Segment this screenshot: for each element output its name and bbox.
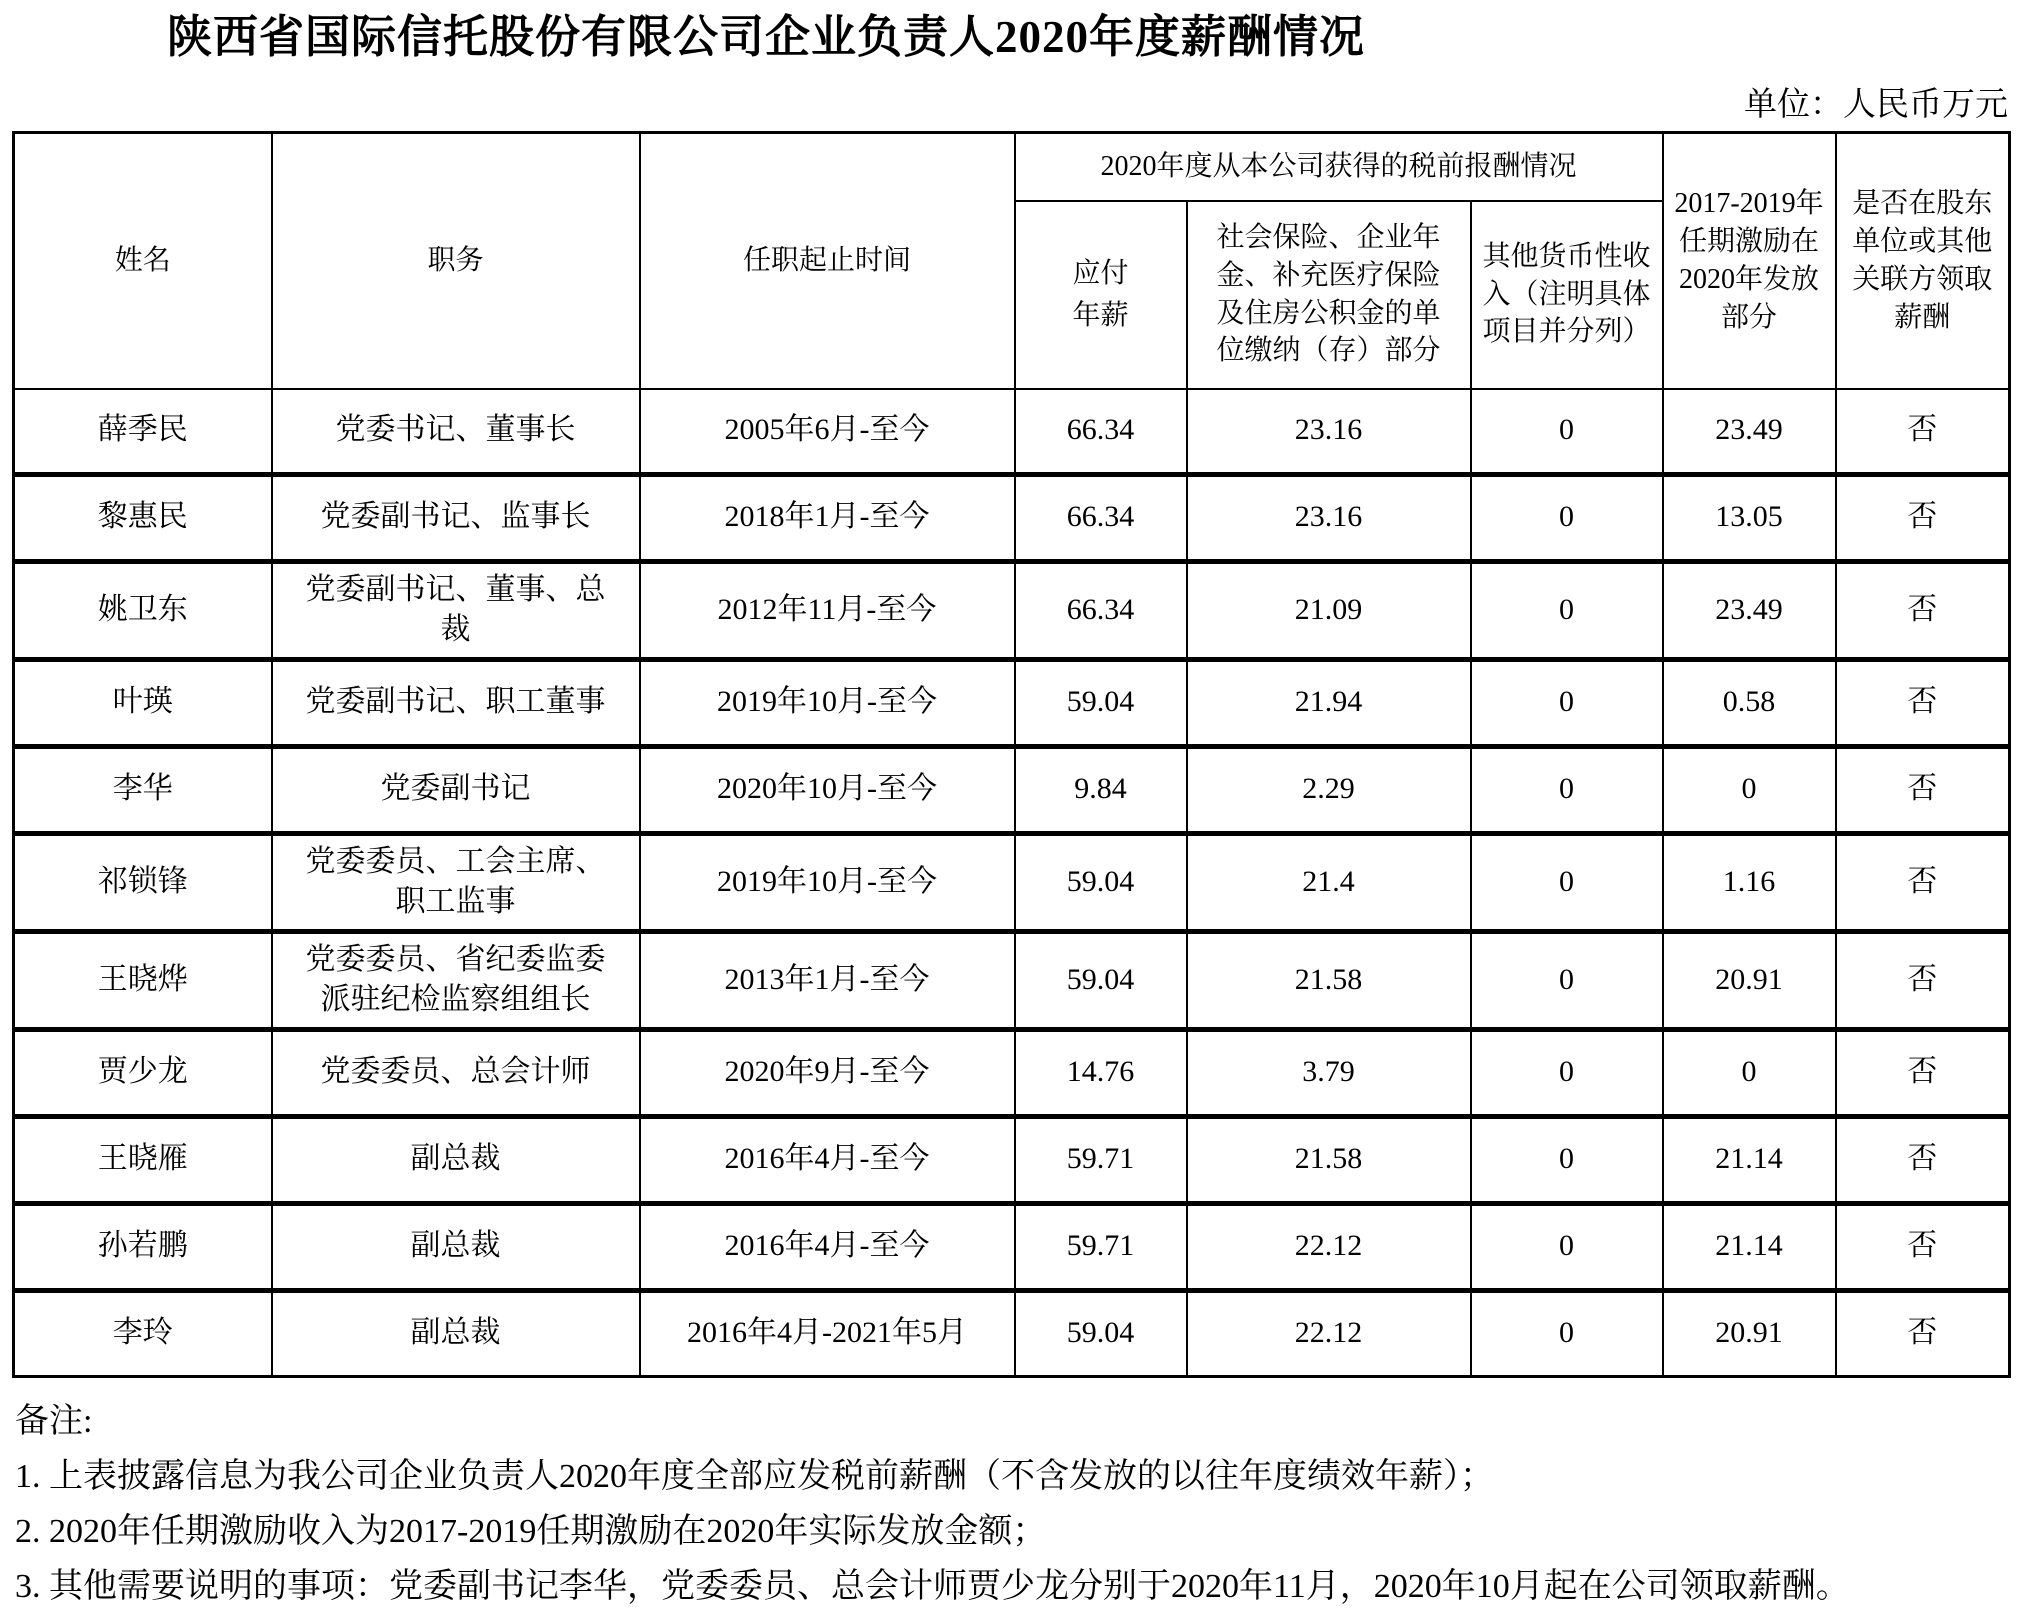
cell-term: 2012年11月-至今 bbox=[640, 561, 1015, 659]
cell-related-party: 否 bbox=[1836, 1029, 2010, 1116]
notes-section bbox=[15, 1394, 2005, 1614]
table-row bbox=[14, 1290, 2010, 1376]
cell-incentive: 23.49 bbox=[1663, 389, 1836, 475]
cell-name: 王晓烨 bbox=[14, 931, 272, 1029]
cell-position: 党委副书记、监事长 bbox=[272, 474, 640, 561]
cell-related-party: 否 bbox=[1836, 474, 2010, 561]
cell-annual-salary: 66.34 bbox=[1015, 389, 1187, 475]
cell-position: 副总裁 bbox=[272, 1203, 640, 1290]
cell-social-insurance: 3.79 bbox=[1187, 1029, 1471, 1116]
cell-annual-salary: 66.34 bbox=[1015, 561, 1187, 659]
title-area bbox=[0, 10, 1532, 64]
cell-position: 党委委员、工会主席、职工监事 bbox=[272, 833, 640, 931]
cell-social-insurance: 21.94 bbox=[1187, 659, 1471, 746]
col-header-term: 任职起止时间 bbox=[640, 133, 1015, 389]
cell-term: 2016年4月-至今 bbox=[640, 1203, 1015, 1290]
cell-name: 薛季民 bbox=[14, 389, 272, 475]
cell-social-insurance: 2.29 bbox=[1187, 746, 1471, 833]
cell-annual-salary: 59.71 bbox=[1015, 1203, 1187, 1290]
cell-social-insurance: 23.16 bbox=[1187, 389, 1471, 475]
cell-other-income: 0 bbox=[1471, 833, 1663, 931]
cell-annual-salary: 59.71 bbox=[1015, 1116, 1187, 1203]
cell-position: 党委书记、董事长 bbox=[272, 389, 640, 475]
cell-other-income: 0 bbox=[1471, 1029, 1663, 1116]
cell-name: 李华 bbox=[14, 746, 272, 833]
cell-incentive: 0 bbox=[1663, 1029, 1836, 1116]
cell-incentive: 21.14 bbox=[1663, 1116, 1836, 1203]
table-row bbox=[14, 1116, 2010, 1203]
cell-name: 贾少龙 bbox=[14, 1029, 272, 1116]
cell-social-insurance: 23.16 bbox=[1187, 474, 1471, 561]
cell-annual-salary: 59.04 bbox=[1015, 659, 1187, 746]
col-header-name: 姓名 bbox=[14, 133, 272, 389]
cell-related-party: 否 bbox=[1836, 389, 2010, 475]
cell-term: 2005年6月-至今 bbox=[640, 389, 1015, 475]
note-item-2: 2. 2020年任期激励收入为2017-2019任期激励在2020年实际发放金额； bbox=[15, 1512, 1047, 1550]
cell-name: 孙若鹏 bbox=[14, 1203, 272, 1290]
cell-term: 2013年1月-至今 bbox=[640, 931, 1015, 1029]
cell-position: 副总裁 bbox=[272, 1290, 640, 1376]
cell-related-party: 否 bbox=[1836, 1290, 2010, 1376]
cell-term: 2020年9月-至今 bbox=[640, 1029, 1015, 1116]
col-header-incentive: 2017-2019年任期激励在2020年发放部分 bbox=[1663, 133, 1836, 389]
cell-incentive: 13.05 bbox=[1663, 474, 1836, 561]
cell-position: 党委委员、总会计师 bbox=[272, 1029, 640, 1116]
cell-incentive: 0 bbox=[1663, 746, 1836, 833]
table-row bbox=[14, 1029, 2010, 1116]
cell-other-income: 0 bbox=[1471, 931, 1663, 1029]
cell-other-income: 0 bbox=[1471, 561, 1663, 659]
cell-other-income: 0 bbox=[1471, 474, 1663, 561]
col-header-other-income: 其他货币性收入（注明具体项目并分列） bbox=[1471, 201, 1663, 389]
cell-incentive: 20.91 bbox=[1663, 1290, 1836, 1376]
cell-position: 党委委员、省纪委监委派驻纪检监察组组长 bbox=[272, 931, 640, 1029]
cell-annual-salary: 9.84 bbox=[1015, 746, 1187, 833]
cell-position: 副总裁 bbox=[272, 1116, 640, 1203]
cell-incentive: 23.49 bbox=[1663, 561, 1836, 659]
header-row-1 bbox=[14, 133, 2010, 201]
cell-term: 2018年1月-至今 bbox=[640, 474, 1015, 561]
table-header bbox=[14, 133, 2010, 389]
cell-other-income: 0 bbox=[1471, 1116, 1663, 1203]
cell-annual-salary: 59.04 bbox=[1015, 833, 1187, 931]
cell-name: 叶瑛 bbox=[14, 659, 272, 746]
cell-annual-salary: 59.04 bbox=[1015, 931, 1187, 1029]
table-row bbox=[14, 659, 2010, 746]
table-row bbox=[14, 561, 2010, 659]
cell-name: 姚卫东 bbox=[14, 561, 272, 659]
cell-related-party: 否 bbox=[1836, 746, 2010, 833]
cell-incentive: 21.14 bbox=[1663, 1203, 1836, 1290]
notes-label: 备注: bbox=[15, 1402, 93, 1440]
col-header-related-party: 是否在股东单位或其他关联方领取薪酬 bbox=[1836, 133, 2010, 389]
cell-social-insurance: 21.58 bbox=[1187, 931, 1471, 1029]
col-header-social-insurance: 社会保险、企业年金、补充医疗保险及住房公积金的单位缴纳（存）部分 bbox=[1187, 201, 1471, 389]
cell-term: 2020年10月-至今 bbox=[640, 746, 1015, 833]
cell-other-income: 0 bbox=[1471, 389, 1663, 475]
cell-related-party: 否 bbox=[1836, 561, 2010, 659]
cell-annual-salary: 66.34 bbox=[1015, 474, 1187, 561]
cell-related-party: 否 bbox=[1836, 833, 2010, 931]
cell-other-income: 0 bbox=[1471, 746, 1663, 833]
table-row bbox=[14, 833, 2010, 931]
cell-social-insurance: 21.58 bbox=[1187, 1116, 1471, 1203]
cell-name: 祁锁锋 bbox=[14, 833, 272, 931]
cell-annual-salary: 14.76 bbox=[1015, 1029, 1187, 1116]
table-row bbox=[14, 931, 2010, 1029]
table-body bbox=[14, 389, 2010, 1377]
table-row bbox=[14, 474, 2010, 561]
col-header-annual-salary bbox=[1015, 201, 1187, 389]
cell-term: 2016年4月-2021年5月 bbox=[640, 1290, 1015, 1376]
note-item-1: 1. 上表披露信息为我公司企业负责人2020年度全部应发税前薪酬（不含发放的以往年度绩效年薪）； bbox=[15, 1457, 1494, 1495]
table-row bbox=[14, 389, 2010, 475]
cell-term: 2019年10月-至今 bbox=[640, 659, 1015, 746]
col-header-position: 职务 bbox=[272, 133, 640, 389]
cell-position: 党委副书记、职工董事 bbox=[272, 659, 640, 746]
cell-incentive: 0.58 bbox=[1663, 659, 1836, 746]
cell-name: 李玲 bbox=[14, 1290, 272, 1376]
salary-table bbox=[12, 131, 2011, 1378]
cell-name: 王晓雁 bbox=[14, 1116, 272, 1203]
annual-salary-label: 应付年薪 bbox=[1072, 257, 1129, 331]
cell-related-party: 否 bbox=[1836, 931, 2010, 1029]
cell-other-income: 0 bbox=[1471, 1203, 1663, 1290]
cell-name: 黎惠民 bbox=[14, 474, 272, 561]
cell-other-income: 0 bbox=[1471, 1290, 1663, 1376]
cell-annual-salary: 59.04 bbox=[1015, 1290, 1187, 1376]
col-header-pretax-group: 2020年度从本公司获得的税前报酬情况 bbox=[1015, 133, 1663, 201]
unit-note: 单位：人民币万元 bbox=[1744, 87, 2008, 123]
cell-social-insurance: 21.09 bbox=[1187, 561, 1471, 659]
page-title: 陕西省国际信托股份有限公司企业负责人2020年度薪酬情况 bbox=[166, 12, 1365, 62]
cell-social-insurance: 21.4 bbox=[1187, 833, 1471, 931]
cell-position: 党委副书记 bbox=[272, 746, 640, 833]
cell-other-income: 0 bbox=[1471, 659, 1663, 746]
cell-social-insurance: 22.12 bbox=[1187, 1203, 1471, 1290]
cell-related-party: 否 bbox=[1836, 1203, 2010, 1290]
cell-social-insurance: 22.12 bbox=[1187, 1290, 1471, 1376]
cell-position: 党委副书记、董事、总裁 bbox=[272, 561, 640, 659]
cell-related-party: 否 bbox=[1836, 1116, 2010, 1203]
cell-term: 2019年10月-至今 bbox=[640, 833, 1015, 931]
table-row bbox=[14, 1203, 2010, 1290]
cell-incentive: 20.91 bbox=[1663, 931, 1836, 1029]
table-row bbox=[14, 746, 2010, 833]
cell-related-party: 否 bbox=[1836, 659, 2010, 746]
note-item-3: 3. 其他需要说明的事项：党委副书记李华，党委委员、总会计师贾少龙分别于2020年11月，2020年10月起在公司领取薪酬。 bbox=[15, 1567, 1850, 1605]
cell-term: 2016年4月-至今 bbox=[640, 1116, 1015, 1203]
cell-incentive: 1.16 bbox=[1663, 833, 1836, 931]
